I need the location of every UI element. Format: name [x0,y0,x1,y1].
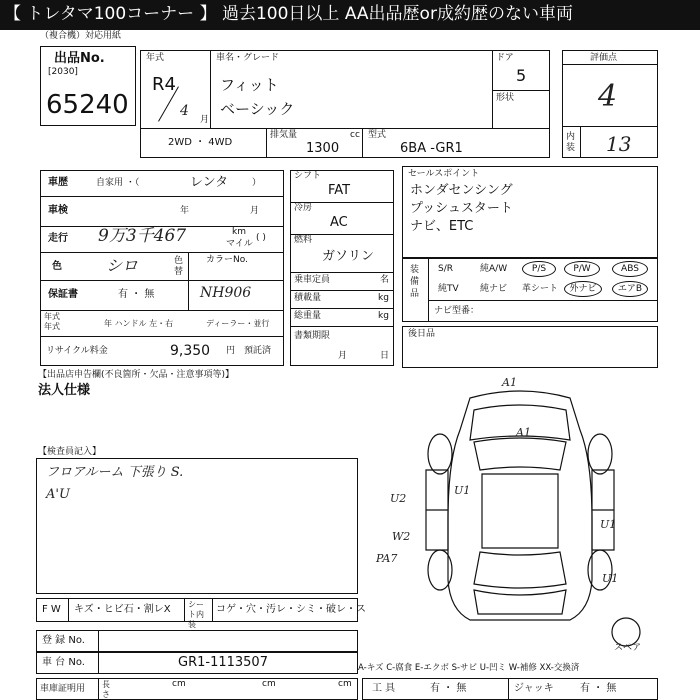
equip-leather: 革シート [522,284,559,294]
history-close: ） [252,178,262,188]
equip-pw: P/W [564,261,600,277]
damage-legend: A-キズ C-腐食 E-エクボ S-サビ U-凹ミ W-補修 XX-交換済 [358,663,580,673]
score: 4 [598,79,618,114]
car-trunk [474,590,566,614]
fw-label: F W [42,604,61,615]
sales-line-3: ナビ、ETC [410,219,474,234]
load-label: 積載量 [294,293,322,303]
retrofit-label: 後日品 [408,329,436,339]
interior: 13 [606,132,632,156]
store-label: 【出品店申告欄(不良箇所・欠品・注意事項等)】 [38,370,235,380]
displacement-label: 排気量 [270,130,298,140]
docs-label: 書類期限 [294,331,331,341]
chassis-value: GR1-1113507 [178,655,268,670]
equip-aw: 純A/W [480,264,508,274]
recycle-value: 9,350 [170,343,211,359]
car-roof [482,474,558,548]
equip-label: 装備品 [410,265,420,299]
sales-line-1: ホンダセンシング [410,183,513,198]
load-unit: kg [378,293,389,303]
mark-u1-right: U1 [600,518,617,531]
inspector-line-1: フロアルーム 下張り S. [46,465,184,480]
equip-airbag: エアB [612,281,648,297]
cert-label: 車庫証明用 [40,684,86,694]
mark-a1-top: A1 [502,376,517,389]
year-era: R4 [152,74,176,95]
inspection-year: 年 [180,206,190,216]
mark-a1-hood: A1 [516,426,531,439]
color-change-label: 色替 [174,256,184,277]
doors: 5 [516,66,527,85]
cm-1: cm [172,679,186,689]
mark-w2: W2 [392,530,411,543]
inspector-line-2: A'U [46,487,70,502]
car-windshield [474,438,566,470]
equip-ext-navi: 外ナビ [564,281,602,297]
banner-title: 【 トレタマ100コーナー 】 過去100日以上 AA出品歴or成約歴のない車両 [4,4,573,24]
docs-unit: 月 [338,351,348,361]
shape-label: 形状 [496,93,515,103]
mileage-value: 9万3千467 [98,226,187,246]
inspection-label: 車検 [48,205,68,216]
displacement-unit: cc [350,130,360,140]
history-options: 自家用 ・（ [96,178,140,188]
car-damage-diagram [370,370,670,660]
name-label: 車名・グレード [216,53,280,63]
tool-options: 有 ・ 無 [430,683,467,694]
history-label: 車歴 [48,177,68,188]
weight-label: 総重量 [294,311,322,321]
wheel-front-right [588,434,612,474]
equip-tv: 純TV [438,284,459,294]
navi-label: ナビ型番： [434,306,480,316]
seat-label: シート内装 [188,600,204,629]
jack-label: ジャッキ [514,683,554,694]
ac-value: AC [330,215,348,230]
sales-label: セールスポイント [408,169,480,179]
grade: ベーシック [220,100,295,118]
inspector-label: 【検査員記入】 [38,447,102,457]
recycle-label: リサイクル料金 [46,346,108,356]
mark-pa7: PA7 [376,552,398,565]
sales-line-2: プッシュスタート [410,201,513,216]
wheel-front-left [428,434,452,474]
recycle-note: 預託済 [244,346,272,356]
displacement: 1300 [306,141,340,156]
car-rear-window [474,552,566,588]
ac-label: 冷房 [294,203,313,213]
equip-abs: ABS [612,261,648,277]
lot-label: 出品No. [54,51,105,66]
tool-label: 工 具 [372,683,396,694]
cm-3: cm [338,679,352,689]
reg-label: 登 録 No. [42,635,85,646]
mark-u2: U2 [390,492,407,505]
length-label: 長さ [102,680,110,699]
fuel-label: 燃料 [294,235,313,245]
jack-options: 有 ・ 無 [580,683,617,694]
spare-tire [612,618,640,646]
docs-day: 日 [380,351,390,361]
lot-code: [2030] [48,67,78,77]
warranty-label: 保証書 [48,289,78,300]
handle-label: 年 ハンドル 左・右 [104,319,174,328]
seat-text: コゲ・穴・汚レ・シミ・破レ・ス [216,604,366,615]
spare-label: スペア [614,643,642,653]
banner-sub: （複合機）対応用紙 [40,31,122,41]
drive-label: 2WD ・ 4WD [168,137,233,148]
model: 6BA -GR1 [400,141,463,156]
equip-sr: S/R [438,264,453,274]
color-label: 色 [52,261,62,272]
year-label: 年式 [146,53,165,63]
mark-u1-rear-right: U1 [602,572,619,585]
recycle-unit: 円 [226,346,236,356]
row-nenshiki: 年式 年式 [44,312,60,331]
lot-number: 65240 [46,90,129,120]
mileage-label: 走行 [48,233,68,244]
score-label: 評価点 [590,53,618,63]
year-month: 4 [180,103,189,119]
store-value: 法人仕様 [38,383,91,398]
cm-2: cm [262,679,276,689]
equip-ps: P/S [522,261,556,277]
color-value: シロ [106,256,139,275]
color-no: NH906 [200,285,252,301]
warranty-options: 有 ・ 無 [118,289,155,300]
retrofit-box [402,326,658,368]
equip-navi: 純ナビ [480,284,508,294]
mileage-paren: ( ) [256,233,266,243]
weight-unit: kg [378,311,389,321]
capacity-label: 乗車定員 [294,275,331,285]
model-label: 型式 [368,130,387,140]
history-value: レンタ [190,175,229,190]
year-unit: 月 [200,115,210,125]
mark-u1-left: U1 [454,484,471,497]
dealer-label: ディーラー・並行 [206,319,270,328]
mileage-unit-mile: マイル [226,239,253,249]
inspection-month: 月 [250,206,260,216]
door-label: ドア [496,53,514,63]
color-no-label: カラーNo. [206,255,248,265]
fw-text: キズ・ヒビ石・割レX [74,604,171,615]
fuel-value: ガソリン [322,249,375,264]
chassis-label: 車 台 No. [42,657,85,668]
shift-label: シフト [294,171,322,181]
capacity-unit: 名 [380,275,390,285]
car-name: フィット [220,76,279,94]
shift-value: FAT [328,183,351,198]
mileage-unit-km: km [232,227,246,237]
interior-label: 内装 [566,132,576,153]
